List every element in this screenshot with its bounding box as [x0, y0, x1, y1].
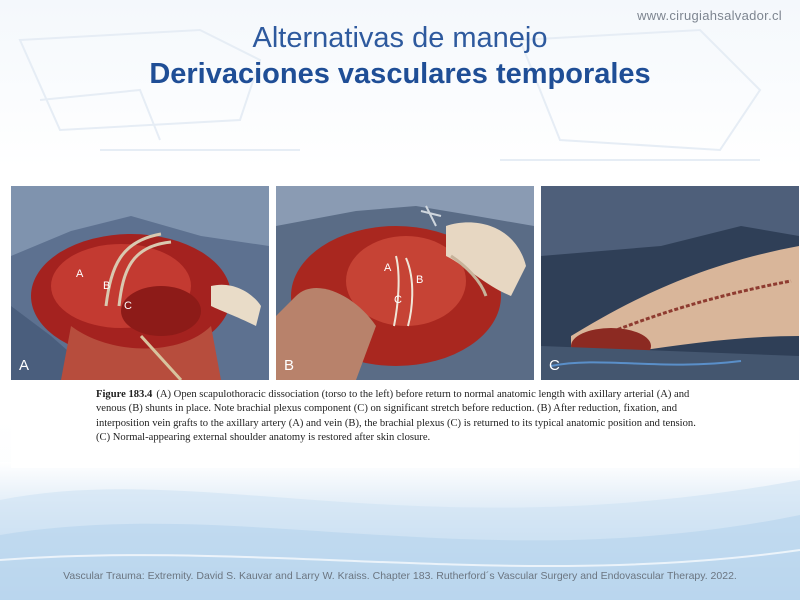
website-url: www.cirugiahsalvador.cl — [637, 8, 782, 23]
slide-title: Alternativas de manejo — [252, 22, 548, 54]
panel-letter-b: B — [284, 357, 295, 374]
surgical-photo-a — [11, 186, 269, 380]
figure-number: Figure 183.4 — [96, 389, 153, 400]
label-artery-shunt: A — [76, 268, 84, 280]
label-vein-shunt: B — [103, 280, 111, 292]
photo-c-image — [541, 186, 799, 380]
surgical-photo-b — [276, 186, 534, 380]
label-artery-graft: A — [384, 262, 392, 274]
photo-b-image — [276, 186, 534, 380]
label-brachial-plexus: C — [124, 300, 132, 312]
figure-caption — [96, 388, 706, 446]
citation: Vascular Trauma: Extremity. David S. Kauvar and Larry W. Kraiss. Chapter 183. Rutherford´s Vascular Surgery and Endovascular Therapy. 2022. — [63, 570, 737, 582]
photo-a-image — [11, 186, 269, 380]
label-brachial-plexus-b: C — [394, 294, 402, 306]
slide-subtitle: Derivaciones vasculares temporales — [149, 58, 651, 90]
label-vein-graft: B — [416, 274, 424, 286]
panel-letter-c: C — [549, 357, 560, 374]
panel-letter-a: A — [19, 357, 30, 374]
figure — [11, 186, 799, 468]
caption-text: (A) Open scapulothoracic dissociation (torso to the left) before return to normal anatomic length with axillary arterial (A) and venous (B) shunts in place. Note brachial plexus component (C) on significant stretch before reduction. (B) After reduction, fixation, and interposition vein grafts to the axillary artery (A) and vein (B), the brachial plexus (C) is returned to its typical anatomic position and tension. (C) Normal-appearing external shoulder anatomy is restored after skin closure. — [96, 389, 696, 444]
surgical-photo-c — [541, 186, 799, 380]
